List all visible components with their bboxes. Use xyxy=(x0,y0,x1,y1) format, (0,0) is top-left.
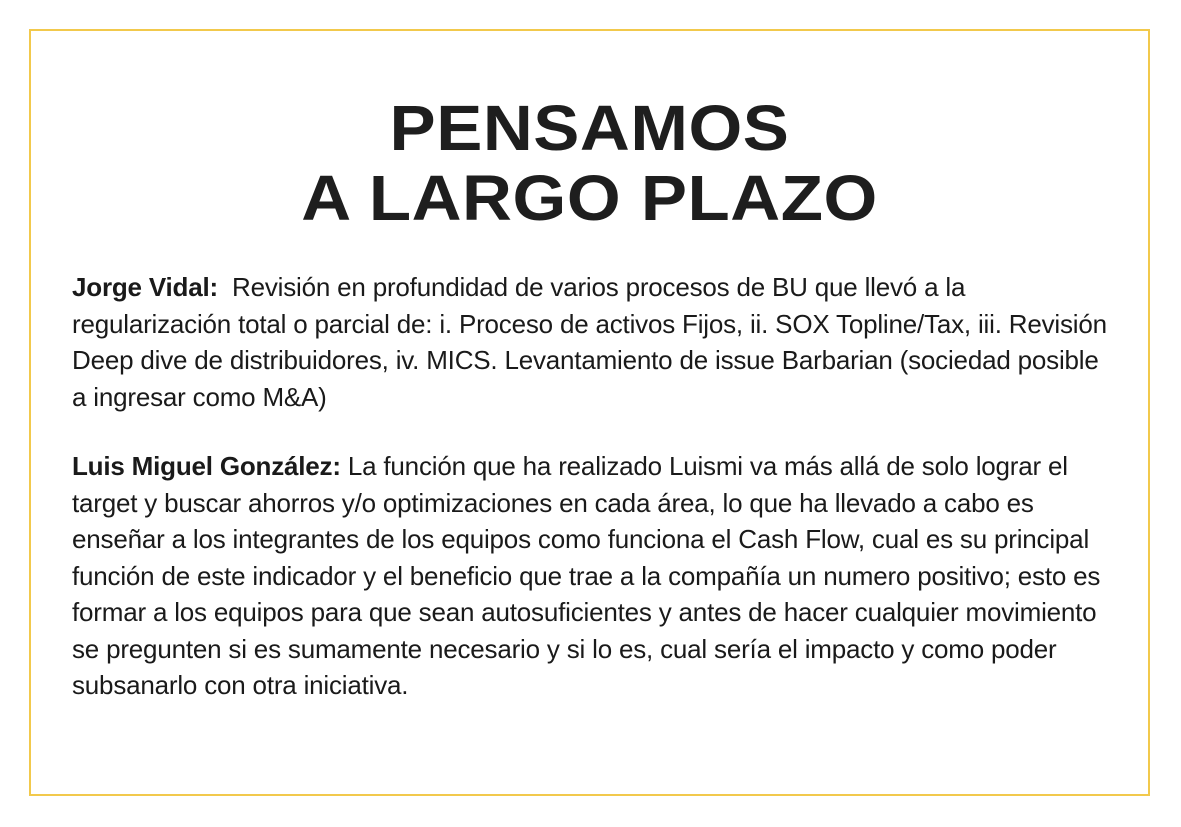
entry-text: La función que ha realizado Luismi va más allá de solo lograr el target y buscar ahorros y/o optimizaciones en cada área, lo que ha llevado a cabo es enseñar a los integrantes de los equipos como funciona el Cash Flow, cual es su principal función de este indicador y el beneficio que trae a la compañía un numero positivo; esto es formar a los equipos para que sean autosuficientes y antes de hacer cualquier movimiento se pregunten si es sumamente necesario y si lo es, cual sería el impacto y como poder subsanarlo con otra iniciativa. xyxy=(72,451,1101,700)
entry-name: Luis Miguel González: xyxy=(72,451,341,481)
content-card xyxy=(29,29,1150,796)
entry-text: Revisión en profundidad de varios procesos de BU que llevó a la regularización total o parcial de: i. Proceso de activos Fijos, ii. SOX Topline/Tax, iii. Revisión Deep dive de distribuidores, iv. MICS. Levantamiento de issue Barbarian (sociedad posible a ingresar como M&A) xyxy=(72,272,1107,412)
title-line-1: PENSAMOS xyxy=(389,92,790,164)
title-line-2: A LARGO PLAZO xyxy=(301,162,878,234)
entry-name: Jorge Vidal: xyxy=(72,272,218,302)
entry-paragraph-jorge-vidal xyxy=(72,269,1117,415)
entry-paragraph-luis-miguel-gonzalez xyxy=(72,448,1117,704)
page-title xyxy=(0,93,1181,233)
